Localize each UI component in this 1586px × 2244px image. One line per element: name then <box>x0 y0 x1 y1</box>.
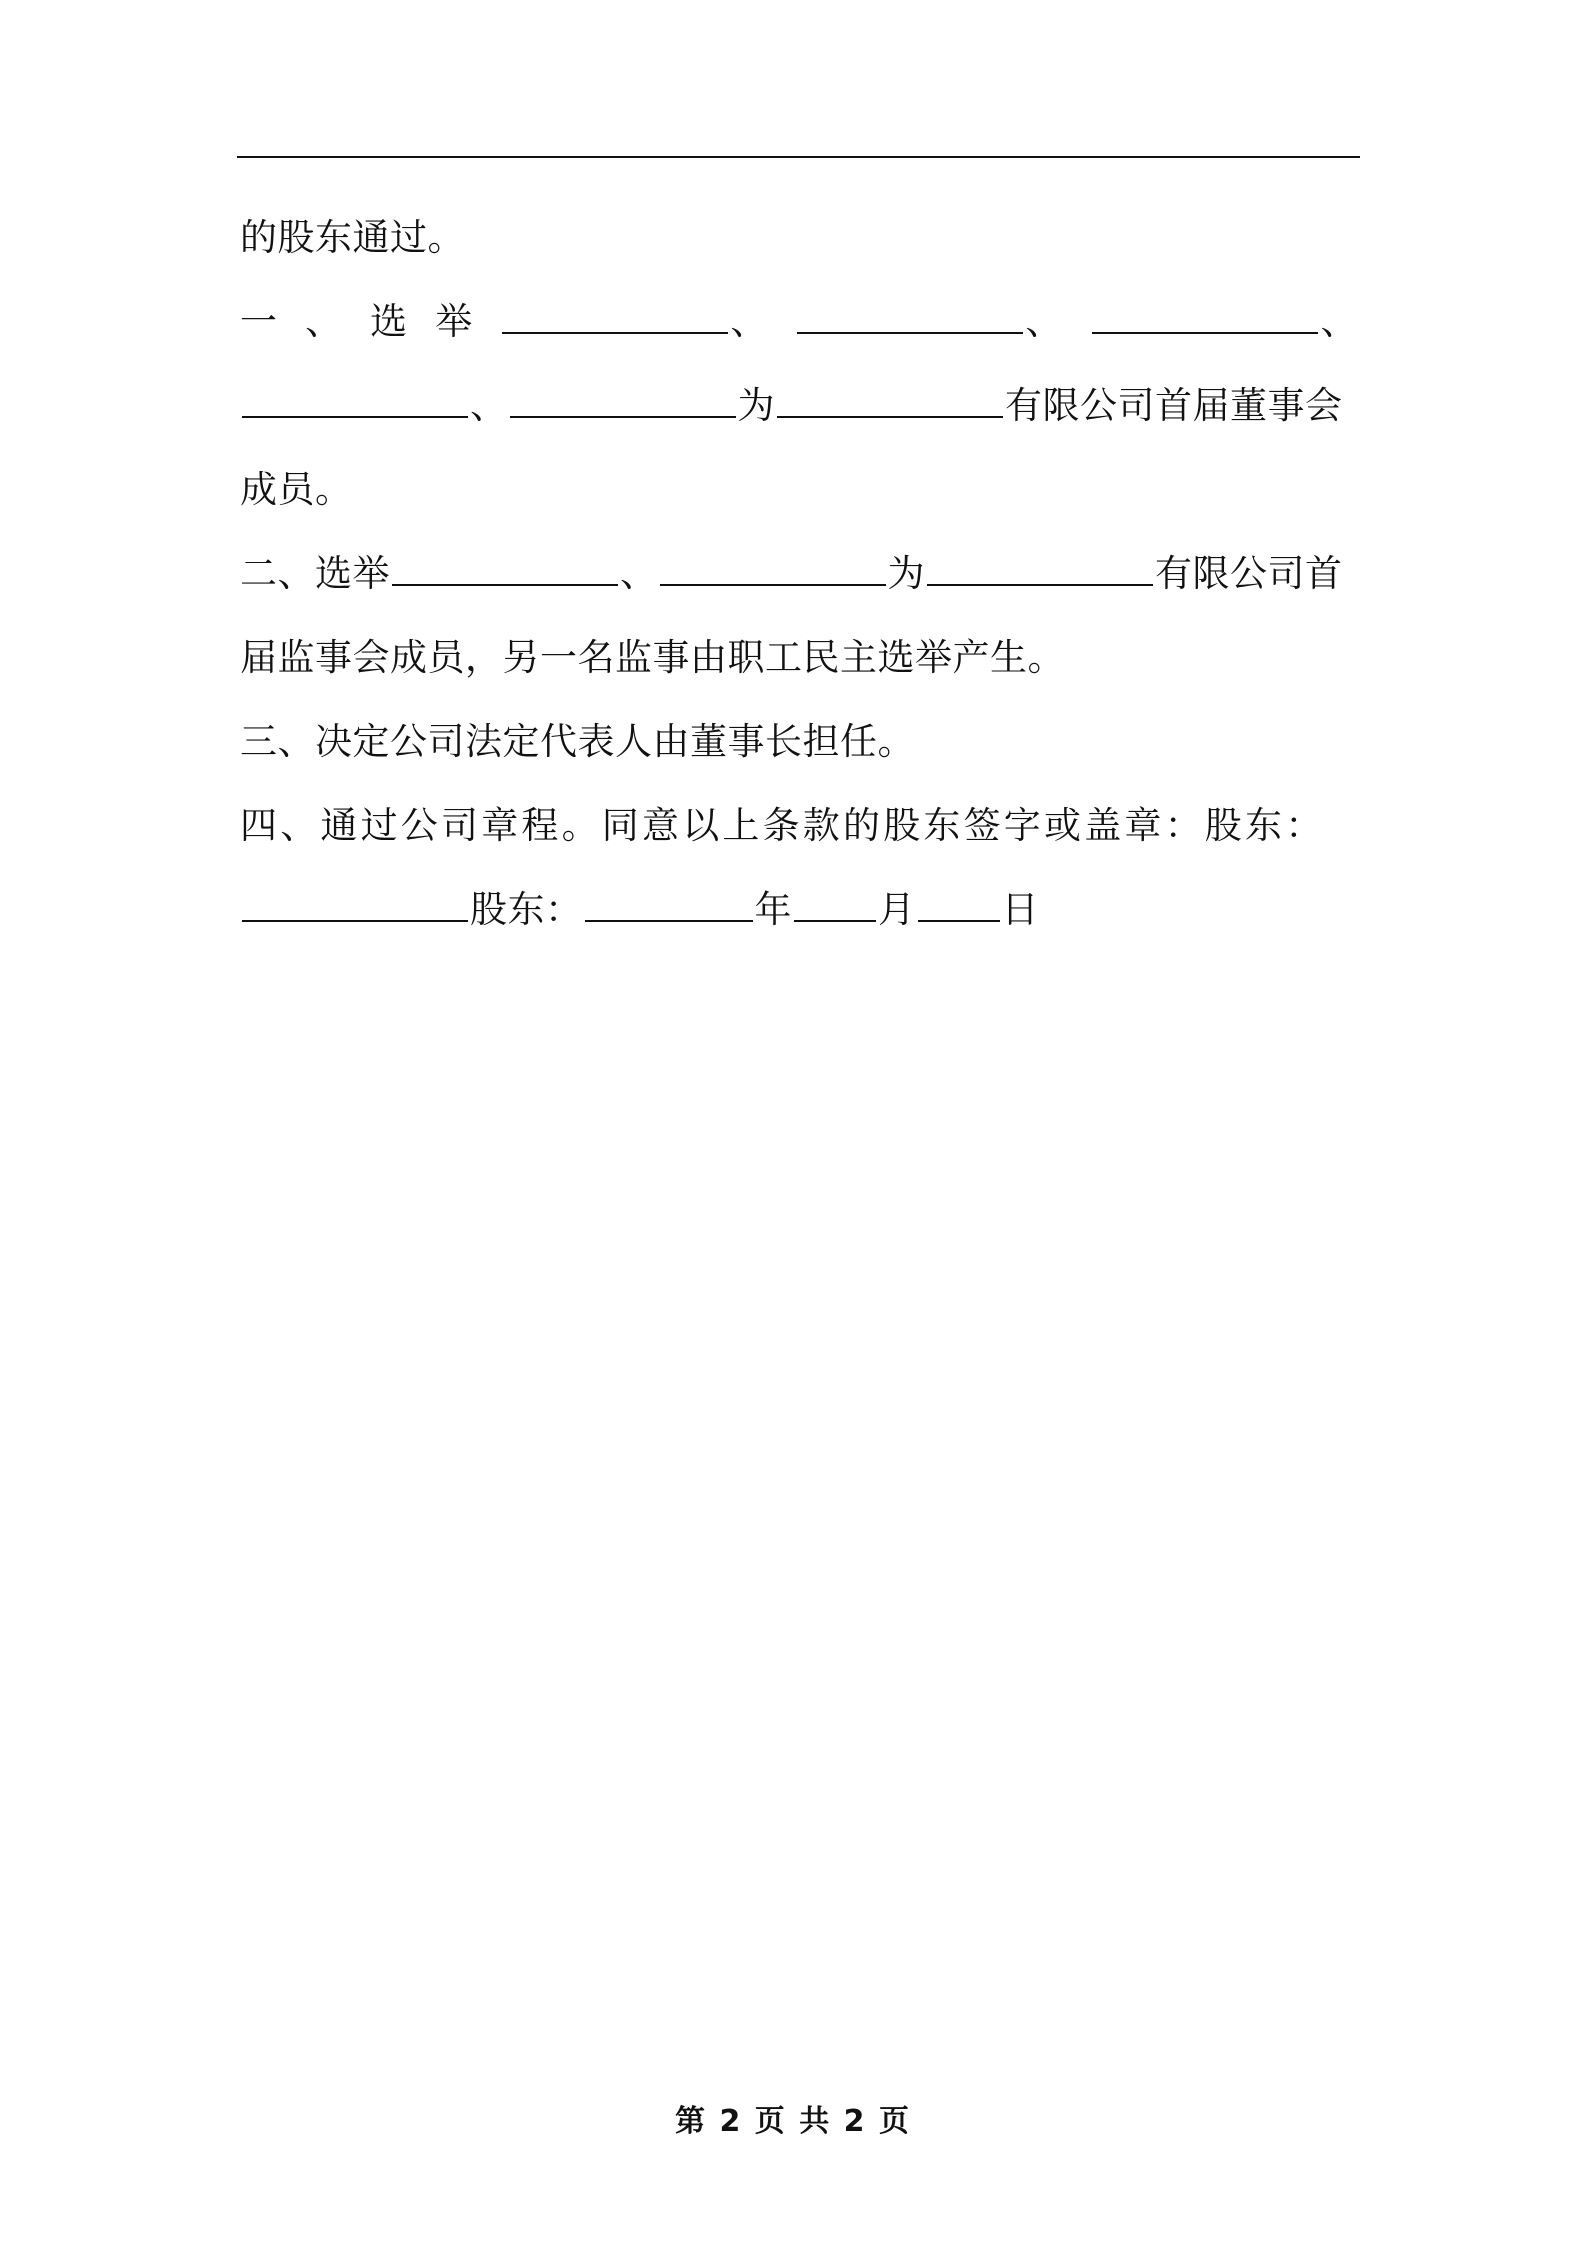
separator: 、 <box>470 384 508 427</box>
director-name-blank-3[interactable] <box>1092 298 1318 334</box>
director-name-blank-4[interactable] <box>242 382 468 418</box>
item-3-text: 三、决定公司法定代表人由董事长担任。 <box>240 720 915 763</box>
item-1-prefix-ju: 举 <box>435 300 473 343</box>
shareholder-signature-blank-2[interactable] <box>585 886 753 922</box>
continuation-text: 的股东通过。 <box>240 216 465 259</box>
item-3-line <box>240 700 1358 784</box>
document-body <box>240 196 1358 952</box>
item-4-line-2 <box>240 868 1358 952</box>
item-1-line-1 <box>240 280 1358 364</box>
item-2-line-2 <box>240 616 1358 700</box>
director-name-blank-1[interactable] <box>502 298 728 334</box>
for-label: 为 <box>887 552 925 595</box>
day-label: 日 <box>1001 888 1039 931</box>
separator: 、 <box>620 552 658 595</box>
supervisor-name-blank-1[interactable] <box>392 550 618 586</box>
shareholder-label: 股东： <box>470 888 583 931</box>
header-rule <box>237 156 1360 158</box>
item-1-prefix-yi: 一 <box>240 300 278 343</box>
board-suffix: 有限公司首届董事会 <box>1005 384 1343 427</box>
separator: 、 <box>1025 300 1063 343</box>
item-2-end: 届监事会成员，另一名监事由职工民主选举产生。 <box>240 636 1065 679</box>
director-name-blank-5[interactable] <box>510 382 736 418</box>
supervisor-name-blank-2[interactable] <box>660 550 886 586</box>
supervisor-suffix: 有限公司首 <box>1155 552 1343 595</box>
year-label: 年 <box>754 888 792 931</box>
company-name-blank[interactable] <box>927 550 1153 586</box>
text-line-1 <box>240 196 1358 280</box>
item-1-prefix-dun: 、 <box>305 300 343 343</box>
item-2-prefix: 二、选举 <box>240 552 390 595</box>
item-1-end: 成员。 <box>240 468 353 511</box>
page-number: 第 2 页 共 2 页 <box>675 2104 911 2139</box>
separator: 、 <box>730 300 768 343</box>
director-name-blank-2[interactable] <box>797 298 1023 334</box>
item-4-text: 四、通过公司章程。同意以上条款的股东签字或盖章：股东： <box>240 804 1326 847</box>
separator: 、 <box>1320 300 1358 343</box>
day-blank[interactable] <box>918 886 1000 922</box>
item-2-line-1 <box>240 532 1358 616</box>
item-1-line-3 <box>240 448 1358 532</box>
for-label: 为 <box>737 384 775 427</box>
company-name-blank[interactable] <box>777 382 1003 418</box>
shareholder-signature-blank[interactable] <box>242 886 468 922</box>
item-1-line-2 <box>240 364 1358 448</box>
month-blank[interactable] <box>794 886 876 922</box>
item-4-line-1 <box>240 784 1358 868</box>
item-1-prefix-xuan: 选 <box>370 300 408 343</box>
month-label: 月 <box>878 888 916 931</box>
